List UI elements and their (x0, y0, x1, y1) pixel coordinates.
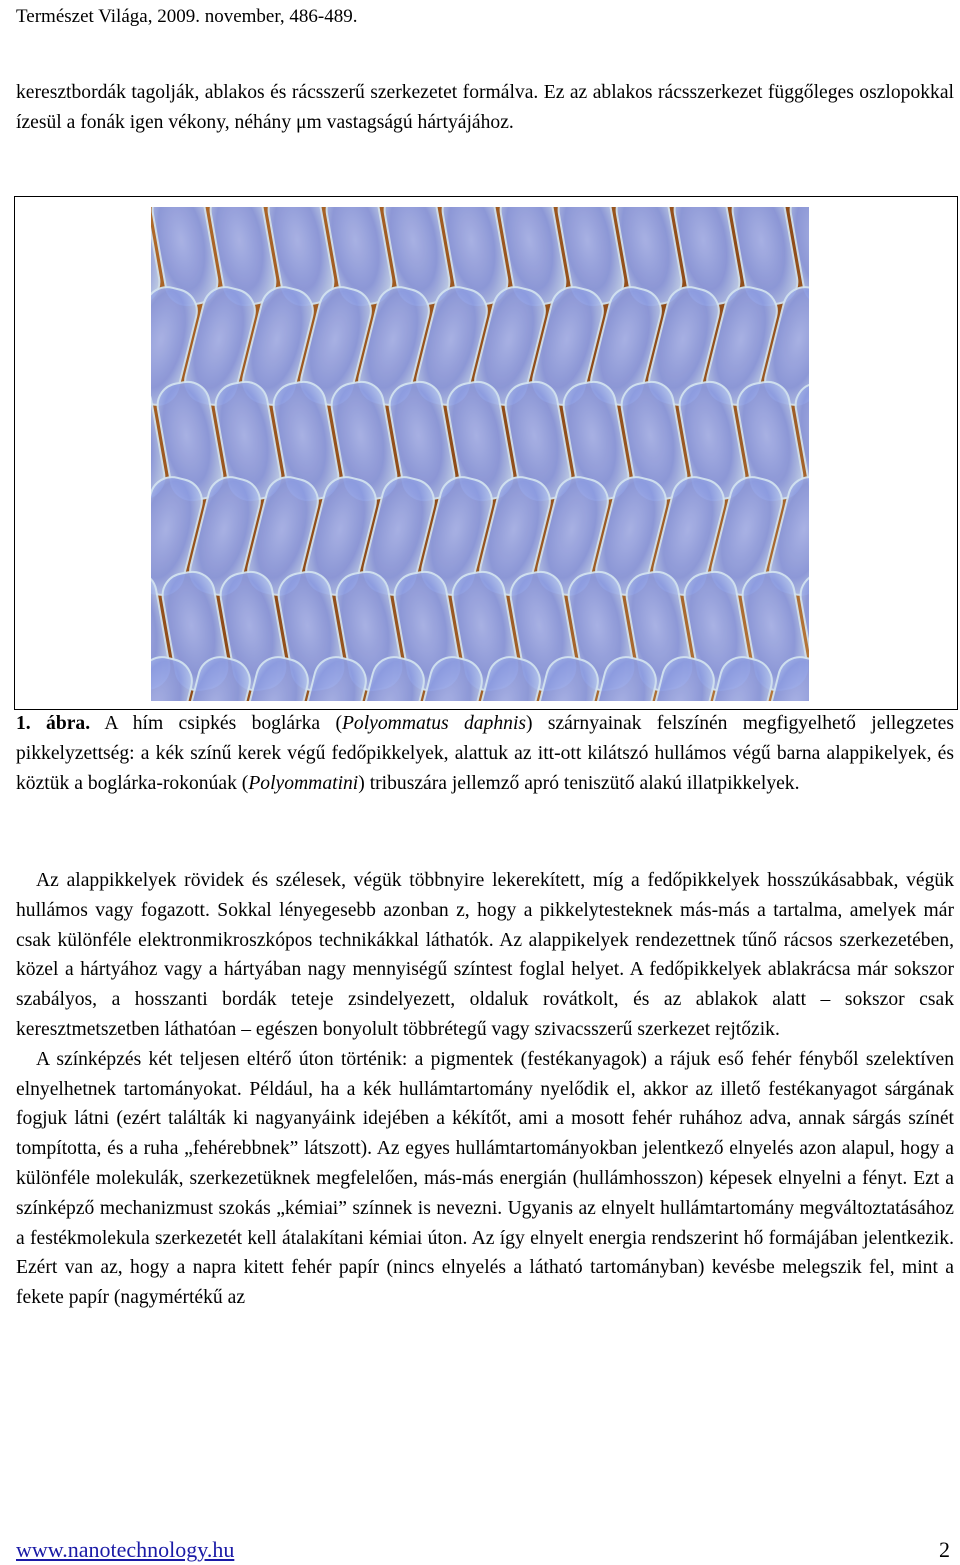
figure-frame (14, 196, 958, 710)
page-header: Természet Világa, 2009. november, 486-489. (16, 6, 358, 27)
caption-part-1: A hím csipkés boglárka ( (104, 713, 342, 734)
page-number: 2 (939, 1537, 950, 1562)
body-paragraph-1: Az alappikkelyek rövidek és szélesek, végük többnyire lekerekített, míg a fedőpikkelyek hosszúkásabbak, végük hullámos vagy fogazott. Sokkal lényegesebb azonban z, hogy a pikkelytesteknek más-más a tartalma, amelyek már csak különféle elektronmikroszkópos technikákkal láthatók. Az alappikelyek rendezettnek tűnő rácsos szerkezetében, közel a hártyához vagy a hártyában nagy mennyiségű színtest foglal helyet. A fedőpikkelyek ablakrácsa már sokszor szabályos, a hosszanti bordák teteje zsindelyezett, oldaluk rovátkolt, és az ablakok alatt – sokszor csak keresztmetszetben láthatóan – egészen bonyolult többrétegű vagy szivacsszerű szerkezet rejtőzik. (16, 870, 954, 1040)
scale-rows (151, 207, 809, 701)
caption-part-2: ) szárnyainak felszínén megfigyelhető jellegzetes pikkelyzettség: a kék színű kerek végű fedőpikkelyek, alattuk az itt-ott kilátszó hullámos végű barna alappikelyek, és köztük a boglárka-rokonúak ( (16, 713, 954, 794)
butterfly-wing-scales-photo (151, 207, 809, 701)
figure-label: 1. ábra. (16, 713, 91, 734)
intro-paragraph (16, 78, 954, 138)
caption-tribe: Polyommatini (248, 772, 359, 794)
intro-text: keresztbordák tagolják, ablakos és rácsszerű szerkezetet formálva. Ez az ablakos rácsszerkezet függőleges oszlopokkal ízesül a fonák igen vékony, néhány μm vastagságú hártyájához. (16, 82, 954, 133)
footer-website-link[interactable]: www.nanotechnology.hu (16, 1537, 235, 1562)
caption-species: Polyommatus daphnis (341, 713, 527, 734)
body-paragraph-2: A színképzés két teljesen eltérő úton történik: a pigmentek (festékanyagok) a rájuk eső fehér fényből szelektíven elnyelhetnek tartományokat. Például, ha a kék hullámtartomány nyelődik el, akkor az illető festékanyagot sárgának fogjuk látni (ezért találták ki nagyanyáink idejében a kékítőt, ami a mosott fehér ruhához adva, annak sárgás színét tompította, és a ruha „fehérebbnek” látszott). Az egyes hullámtartományokban jelentkező elnyelés azon alapul, hogy a különféle molekulák, szerkezetüknek megfelelően, más-más energián (hullámhosszon) képesek elnyelni a fényt. Ezt a színképző mechanizmust szokás „kémiai” színnek is nevezni. Ugyanis az elnyelt hullámtartomány megváltoztatásához a festékmolekula szerkezetét kell átalakítani kémiai úton. Az így elnyelt energia rendszerint hő formájában jelentkezik. Ezért van az, hogy a napra kitett fehér papír (nincs elnyelés a látható tartományban) kevésbe melegszik fel, mint a fekete papír (nagymértékű az (16, 1048, 954, 1309)
figure-caption (16, 709, 954, 798)
body-text (16, 866, 954, 1313)
caption-part-3: ) tribuszára jellemző apró teniszütő alakú illatpikkelyek. (358, 772, 800, 794)
